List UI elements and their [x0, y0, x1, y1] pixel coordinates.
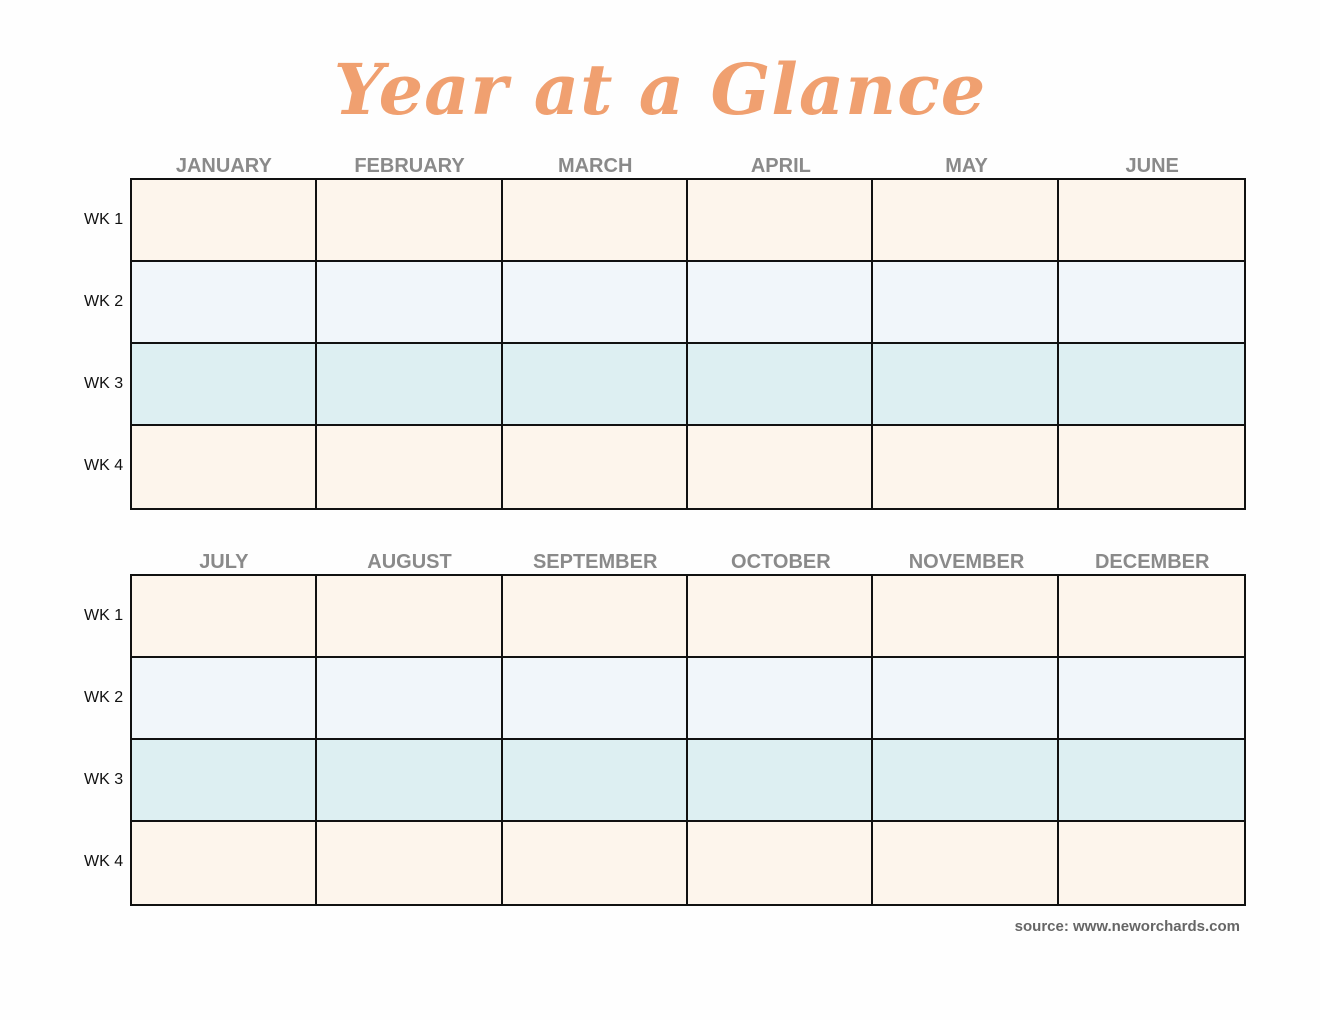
week-label-4: WK 4 — [84, 457, 124, 474]
calendar-cell[interactable] — [688, 426, 873, 508]
week-label-3: WK 3 — [84, 771, 124, 788]
calendar-cell[interactable] — [688, 262, 873, 344]
calendar-cell[interactable] — [688, 344, 873, 426]
month-header-november: NOVEMBER — [908, 551, 1025, 573]
week-label-column — [80, 575, 130, 903]
month-header-january: JANUARY — [175, 155, 272, 177]
calendar-cell[interactable] — [873, 344, 1058, 426]
calendar-cell[interactable] — [688, 180, 873, 262]
month-header-october: OCTOBER — [731, 551, 831, 573]
calendar-cell[interactable] — [1059, 180, 1244, 262]
month-header-february: FEBRUARY — [354, 155, 465, 177]
month-header-june: JUNE — [1125, 155, 1179, 177]
month-header-march: MARCH — [557, 155, 633, 177]
calendar-cell[interactable] — [688, 740, 873, 822]
calendar-cell[interactable] — [873, 740, 1058, 822]
week-label-1: WK 1 — [84, 607, 124, 624]
calendar-cell[interactable] — [317, 576, 502, 658]
month-header-september: SEPTEMBER — [532, 551, 658, 573]
calendar-cell[interactable] — [132, 344, 317, 426]
month-header-row — [131, 152, 1245, 180]
week-label-2: WK 2 — [84, 293, 124, 310]
calendar-cell[interactable] — [873, 658, 1058, 740]
month-header-row — [131, 548, 1245, 576]
calendar-cell[interactable] — [503, 180, 688, 262]
calendar-cell[interactable] — [1059, 262, 1244, 344]
calendar-cell[interactable] — [317, 426, 502, 508]
calendar-cell[interactable] — [873, 180, 1058, 262]
calendar-cell[interactable] — [503, 344, 688, 426]
source-credit: source: www.neworchards.com — [1014, 918, 1240, 935]
calendar-cell[interactable] — [873, 426, 1058, 508]
calendar-grid — [130, 574, 1246, 906]
week-label-2: WK 2 — [84, 689, 124, 706]
calendar-cell[interactable] — [1059, 426, 1244, 508]
calendar-cell[interactable] — [503, 822, 688, 904]
month-header-may: MAY — [945, 155, 988, 177]
month-header-april: APRIL — [750, 155, 811, 177]
calendar-cell[interactable] — [873, 576, 1058, 658]
week-label-1: WK 1 — [84, 211, 124, 228]
calendar-cell[interactable] — [688, 658, 873, 740]
calendar-cell[interactable] — [688, 576, 873, 658]
calendar-cell[interactable] — [503, 740, 688, 822]
calendar-cell[interactable] — [132, 262, 317, 344]
week-label-4: WK 4 — [84, 853, 124, 870]
calendar-cell[interactable] — [132, 576, 317, 658]
calendar-cell[interactable] — [317, 740, 502, 822]
calendar-cell[interactable] — [317, 262, 502, 344]
calendar-cell[interactable] — [688, 822, 873, 904]
month-header-december: DECEMBER — [1094, 551, 1210, 573]
month-header-august: AUGUST — [367, 551, 452, 573]
week-label-3: WK 3 — [84, 375, 124, 392]
calendar-cell[interactable] — [1059, 658, 1244, 740]
calendar-cell[interactable] — [503, 576, 688, 658]
calendar-cell[interactable] — [132, 180, 317, 262]
calendar-cell[interactable] — [873, 262, 1058, 344]
calendar-cell[interactable] — [503, 426, 688, 508]
calendar-cell[interactable] — [503, 658, 688, 740]
calendar-cell[interactable] — [317, 180, 502, 262]
calendar-cell[interactable] — [132, 426, 317, 508]
calendar-cell[interactable] — [503, 262, 688, 344]
calendar-cell[interactable] — [132, 658, 317, 740]
calendar-cell[interactable] — [1059, 576, 1244, 658]
calendar-cell[interactable] — [317, 822, 502, 904]
month-header-july: JULY — [199, 551, 249, 573]
week-label-column — [80, 179, 130, 507]
calendar-cell[interactable] — [317, 344, 502, 426]
page-title: Year at a Glance — [333, 48, 987, 131]
calendar-cell[interactable] — [873, 822, 1058, 904]
calendar-cell[interactable] — [1059, 822, 1244, 904]
calendar-cell[interactable] — [132, 740, 317, 822]
calendar-cell[interactable] — [1059, 344, 1244, 426]
calendar-cell[interactable] — [132, 822, 317, 904]
calendar-cell[interactable] — [1059, 740, 1244, 822]
calendar-grid — [130, 178, 1246, 510]
calendar-cell[interactable] — [317, 658, 502, 740]
